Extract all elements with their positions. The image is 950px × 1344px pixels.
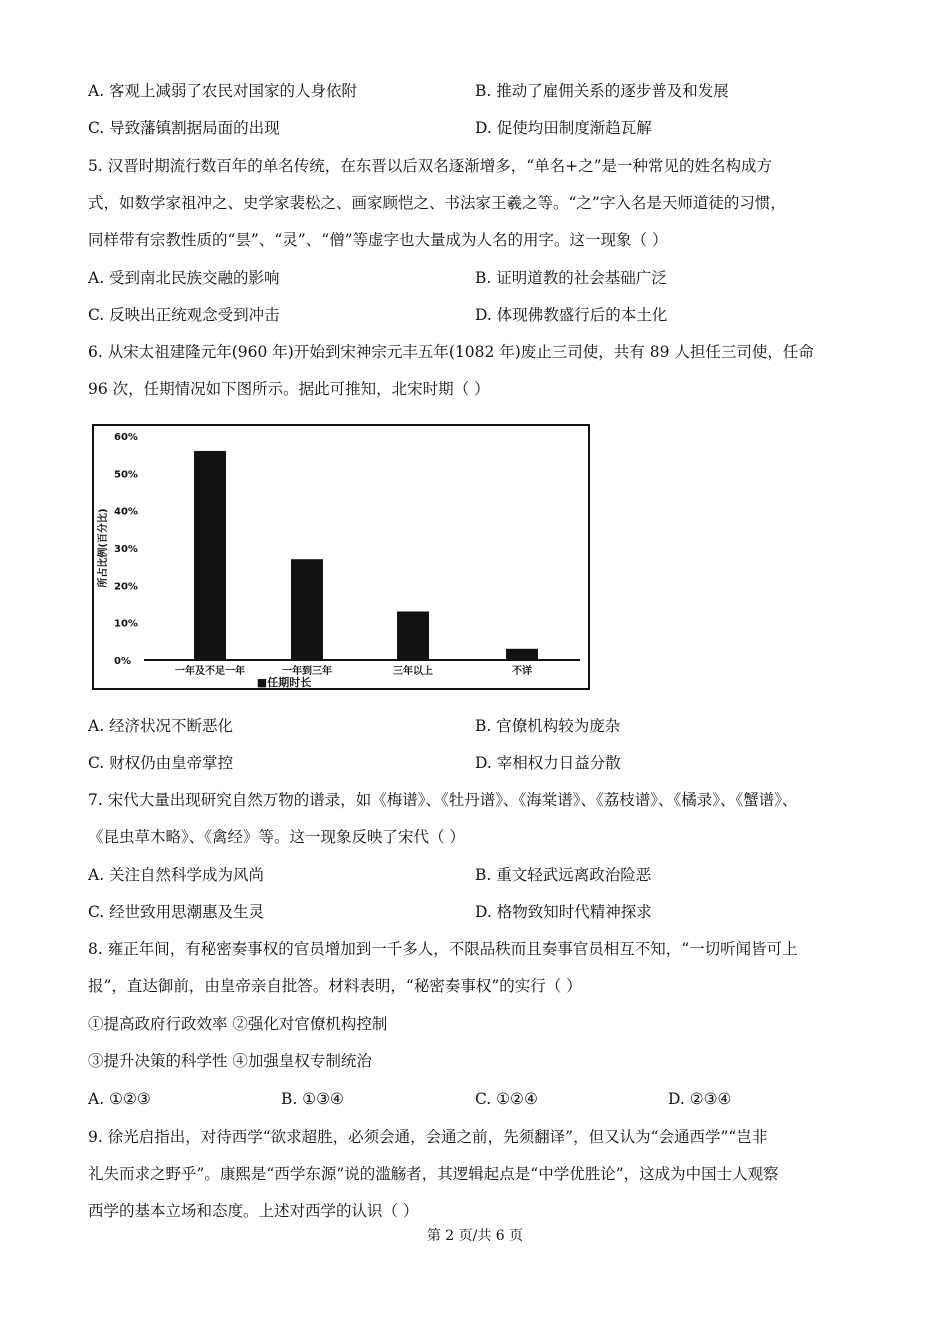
q7-option-c: C. 经世致用思潮惠及生灵 (88, 903, 265, 921)
y-tick-label: 40% (114, 506, 138, 518)
tenure-bar-chart (92, 424, 590, 690)
page-footer: 第 2 页/共 6 页 (426, 1228, 524, 1244)
bar (397, 611, 429, 660)
q6-option-c: C. 财权仍由皇帝掌控 (88, 754, 234, 772)
q8-items-line1: ①提高政府行政效率 ②强化对官僚机构控制 (88, 1015, 388, 1033)
q7-option-b: B. 重文轻武远离政治险恶 (475, 866, 652, 884)
q6-option-a: A. 经济状况不断恶化 (88, 717, 234, 735)
bar (194, 451, 226, 660)
q7-stem-line2: 《昆虫草木略》、《禽经》等。这一现象反映了宋代（ ） (88, 828, 465, 846)
bar (291, 559, 323, 660)
q7-stem-line1: 7. 宋代大量出现研究自然万物的谱录，如《梅谱》、《牡丹谱》、《海棠谱》、《荔枝谱》、《橘录》、《蟹谱》、 (88, 791, 798, 809)
x-tick-label: 三年以上 (393, 666, 433, 677)
q5-option-d: D. 体现佛教盛行后的本土化 (475, 306, 668, 324)
q4-option-b: B. 推动了雇佣关系的逐步普及和发展 (475, 82, 729, 100)
q6-option-b: B. 官僚机构较为庞杂 (475, 717, 621, 735)
q5-option-a: A. 受到南北民族交融的影响 (88, 269, 280, 287)
q4-option-d: D. 促使均田制度渐趋瓦解 (475, 119, 652, 137)
q4-option-a: A. 客观上减弱了农民对国家的人身依附 (88, 82, 358, 100)
x-tick-label: 不详 (512, 666, 532, 677)
q5-option-b: B. 证明道教的社会基础广泛 (475, 269, 667, 287)
q8-stem-line2: 报”，直达御前，由皇帝亲自批答。材料表明，“秘密奏事权”的实行（ ） (88, 977, 582, 995)
x-axis-label: ■任期时长 (256, 676, 312, 688)
q5-stem-line1: 5. 汉晋时期流行数百年的单名传统，在东晋以后双名逐渐增多，“单名+之”是一种常见的姓名构成方 (88, 157, 773, 175)
y-tick-label: 60% (114, 432, 138, 443)
q8-option-c: C. ①②④ (475, 1090, 538, 1108)
y-tick-label: 30% (114, 544, 138, 555)
y-tick-label: 10% (114, 618, 138, 630)
y-axis-label: 所占比例(百分比) (98, 508, 109, 588)
x-tick-label: 一年及不足一年 (175, 666, 245, 677)
q8-option-b: B. ①③④ (281, 1090, 344, 1108)
y-tick-label: 50% (114, 469, 138, 481)
q7-option-a: A. 关注自然科学成为风尚 (88, 866, 265, 884)
x-axis-labels (175, 664, 532, 677)
q6-stem-line1: 6. 从宋太祖建隆元年(960 年)开始到宋神宗元丰五年(1082 年)废止三司使，共有 89 人担任三司使，任命 (88, 343, 814, 361)
bars-group (194, 451, 538, 660)
q8-stem-line1: 8. 雍正年间，有秘密奏事权的官员增加到一千多人，不限品秩而且奏事官员相互不知，“一切听闻皆可上 (88, 940, 798, 958)
q6-option-d: D. 宰相权力日益分散 (475, 754, 621, 772)
q8-items-line2: ③提升决策的科学性 ④加强皇权专制统治 (88, 1052, 372, 1070)
q5-stem-line3: 同样带有宗教性质的“昙”、“灵”、“僧”等虚字也大量成为人名的用字。这一现象（ ） (88, 231, 668, 249)
q6-stem-line2: 96 次，任期情况如下图所示。据此可推知，北宋时期（ ） (88, 380, 490, 398)
bar (506, 649, 538, 660)
q7-option-d: D. 格物致知时代精神探求 (475, 903, 652, 921)
q4-option-c: C. 导致藩镇割据局面的出现 (88, 119, 280, 137)
q9-stem-line1: 9. 徐光启指出，对待西学“欲求超胜，必须会通，会通之前，先须翻译”，但又认为“会通西学”“岂非 (88, 1128, 768, 1146)
q5-option-c: C. 反映出正统观念受到冲击 (88, 306, 280, 324)
chart-canvas (94, 426, 588, 688)
q8-option-a: A. ①②③ (88, 1090, 151, 1108)
q5-stem-line2: 式，如数学家祖冲之、史学家裴松之、画家顾恺之、书法家王羲之等。“之”字入名是天师道徒的习惯， (88, 194, 786, 212)
x-tick-label: 一年到三年 (282, 666, 332, 677)
q9-stem-line3: 西学的基本立场和态度。上述对西学的认识（ ） (88, 1202, 419, 1220)
y-tick-label: 20% (114, 581, 138, 593)
y-axis-ticks (114, 432, 138, 667)
q8-option-d: D. ②③④ (668, 1090, 732, 1108)
y-tick-label: 0% (114, 656, 131, 667)
q9-stem-line2: 礼失而求之野乎”。康熙是“西学东源”说的滥觞者，其逻辑起点是“中学优胜论”，这成为中国士人观察 (88, 1165, 779, 1183)
